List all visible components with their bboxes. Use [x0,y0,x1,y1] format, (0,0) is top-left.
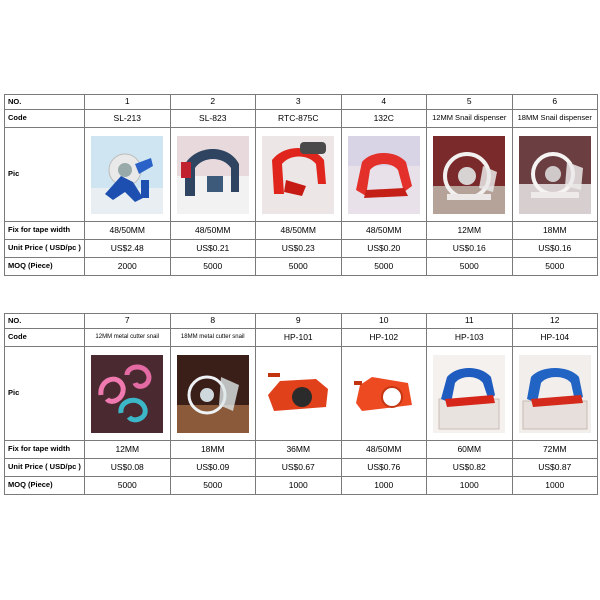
cell-pic [256,128,342,222]
row-pic [5,128,598,222]
cell-pic [170,128,256,222]
label-moq: MOQ (Piece) [5,477,85,495]
cell-price: US$0.21 [170,240,256,258]
cell-price: US$0.16 [427,240,513,258]
label-no: NO. [5,95,85,110]
cell-pic [341,128,427,222]
cell-width: 48/50MM [341,222,427,240]
label-code: Code [5,110,85,128]
cell-moq: 1000 [427,477,513,495]
cell-code: HP-104 [512,329,598,347]
row-width [5,441,598,459]
cell-price: US$0.76 [341,459,427,477]
row-code [5,110,598,128]
cell-pic [341,347,427,441]
cell-width: 12MM [85,441,171,459]
cell-no: 2 [170,95,256,110]
dark-blue-tape-dispenser-photo [177,136,249,214]
cell-width: 60MM [427,441,513,459]
cell-price: US$0.20 [341,240,427,258]
cell-moq: 1000 [341,477,427,495]
cell-width: 12MM [427,222,513,240]
cell-width: 18MM [170,441,256,459]
cell-pic [85,128,171,222]
cell-price: US$0.82 [427,459,513,477]
clear-snail-dispenser-photo [519,136,591,214]
row-price [5,240,598,258]
cell-no: 8 [170,314,256,329]
cell-moq: 5000 [512,258,598,276]
clear-snail-dispenser-photo [433,136,505,214]
cell-code: HP-101 [256,329,342,347]
row-price [5,459,598,477]
cell-price: US$0.09 [170,459,256,477]
row-pic [5,347,598,441]
cell-price: US$0.16 [512,240,598,258]
red-tape-cutter-photo [348,136,420,214]
cell-price: US$0.87 [512,459,598,477]
blue-handheld-tape-dispenser-photo [91,136,163,214]
cell-code: 18MM metal cutter snail [170,329,256,347]
cell-no: 3 [256,95,342,110]
cell-price: US$0.23 [256,240,342,258]
cell-moq: 5000 [427,258,513,276]
cell-moq: 5000 [341,258,427,276]
cell-code: 18MM Snail dispenser [512,110,598,128]
cell-price: US$2.48 [85,240,171,258]
cell-moq: 1000 [256,477,342,495]
cell-code: 12MM Snail dispenser [427,110,513,128]
row-code [5,329,598,347]
label-no: NO. [5,314,85,329]
cell-code: SL-213 [85,110,171,128]
row-moq [5,477,598,495]
row-width [5,222,598,240]
cell-no: 10 [341,314,427,329]
cell-code: 12MM metal cutter snail [85,329,171,347]
cell-price: US$0.67 [256,459,342,477]
cell-width: 18MM [512,222,598,240]
cell-code: 132C [341,110,427,128]
cell-width: 72MM [512,441,598,459]
cell-pic [85,347,171,441]
label-price: Unit Price ( USD/pc ) [5,240,85,258]
cell-code: HP-102 [341,329,427,347]
row-no [5,95,598,110]
cell-no: 5 [427,95,513,110]
cell-no: 7 [85,314,171,329]
cell-no: 11 [427,314,513,329]
cell-code: RTC-875C [256,110,342,128]
cell-moq: 5000 [170,258,256,276]
red-orange-dispenser-photo [348,355,420,433]
cell-pic [512,128,598,222]
cell-width: 48/50MM [341,441,427,459]
cell-width: 36MM [256,441,342,459]
red-blue-dispenser-boxed-photo [433,355,505,433]
cell-no: 1 [85,95,171,110]
cell-width: 48/50MM [85,222,171,240]
cell-no: 6 [512,95,598,110]
label-width: Fix for tape width [5,222,85,240]
label-width: Fix for tape width [5,441,85,459]
cell-no: 12 [512,314,598,329]
cell-price: US$0.08 [85,459,171,477]
cell-moq: 5000 [85,477,171,495]
label-price: Unit Price ( USD/pc ) [5,459,85,477]
pink-blue-snail-cutters-photo [91,355,163,433]
cell-width: 48/50MM [256,222,342,240]
red-tape-dispenser-photo [262,136,334,214]
cell-no: 4 [341,95,427,110]
product-table-1 [4,94,598,276]
cell-moq: 5000 [170,477,256,495]
cell-code: HP-103 [427,329,513,347]
red-orange-dispenser-photo [262,355,334,433]
cell-pic [512,347,598,441]
cell-pic [170,347,256,441]
clear-snail-cutter-photo [177,355,249,433]
product-table-2 [4,313,598,495]
cell-code: SL-823 [170,110,256,128]
row-no [5,314,598,329]
cell-width: 48/50MM [170,222,256,240]
cell-pic [256,347,342,441]
label-moq: MOQ (Piece) [5,258,85,276]
cell-no: 9 [256,314,342,329]
label-pic: Pic [5,347,85,441]
red-blue-dispenser-boxed-photo [519,355,591,433]
cell-pic [427,347,513,441]
cell-moq: 1000 [512,477,598,495]
cell-pic [427,128,513,222]
row-moq [5,258,598,276]
label-code: Code [5,329,85,347]
cell-moq: 2000 [85,258,171,276]
cell-moq: 5000 [256,258,342,276]
label-pic: Pic [5,128,85,222]
